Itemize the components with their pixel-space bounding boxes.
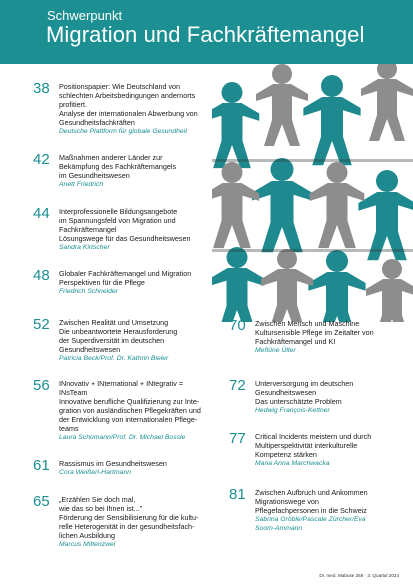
article-author: Sabrina Gröble/Pascale Zürcher/Eva Soom-Ammann bbox=[255, 516, 366, 532]
article-author: Deutsche Plattform für globale Gesundheit bbox=[59, 128, 188, 135]
article-author: Cora Weißerl-Hartmann bbox=[59, 469, 132, 476]
paper-figures-artwork bbox=[212, 64, 413, 322]
article-author: Hedwig François-Kettner bbox=[255, 407, 330, 414]
article-author: Friedrich Schneider bbox=[59, 288, 118, 295]
page-number: 42 bbox=[33, 151, 50, 168]
article-title: Globaler Fachkräftemangel und Migration Perspektiven für die Pflege bbox=[59, 269, 192, 287]
article-title: Critical Incidents meistern und durch Multiperspektivität interkulturelle Kompetenz stärken bbox=[255, 432, 372, 459]
article-title: INnovativ + INternational + INtegrativ = INsTeam Innovative berufliche Qualifizierung zur Inte- gration von ausländischen Pflegekräften und der Entwicklung von internationalen Pflege- teams bbox=[59, 379, 201, 433]
article-author: Sandra Kirtscher bbox=[59, 244, 110, 251]
article-author: Marcus Mittenzwei bbox=[59, 541, 116, 548]
page-number: 72 bbox=[229, 377, 246, 394]
section-title: Migration und Fachkräftemangel bbox=[46, 22, 365, 47]
page-number: 56 bbox=[33, 377, 50, 394]
page-number: 44 bbox=[33, 205, 50, 222]
article-author: Maria Anna Marchwacka bbox=[255, 460, 330, 467]
section-header bbox=[0, 0, 413, 64]
article-title: Rassismus im Gesundheitswesen bbox=[59, 459, 167, 468]
section-kicker: Schwerpunkt bbox=[47, 8, 123, 23]
page-number: 81 bbox=[229, 486, 246, 503]
article-title: „Erzählen Sie doch mal, wie das so bei Ihnen ist..." Förderung der Sensibilisierung für die kultu- relle Heterogenität in der gesundheitsfach- lichen Ausbildung bbox=[59, 495, 199, 540]
article-author: Anett Friedrich bbox=[59, 181, 104, 188]
article-title: Zwischen Mensch und Maschine Kultursensible Pflege im Zeitalter von Fachkräftemangel und KI bbox=[255, 319, 374, 346]
article-title: Zwischen Aufbruch und Ankommen Migrationswege von Pflegefachpersonen in die Schweiz bbox=[255, 488, 368, 515]
article-title: Positionspapier: Wie Deutschland von schlechten Arbeitsbedingungen andernorts profitiert. Analyse der internationalen Abwerbung von Gesundheitsfachkräften bbox=[59, 82, 198, 127]
page-number: 52 bbox=[33, 316, 50, 333]
page-number: 61 bbox=[33, 457, 50, 474]
page-number: 70 bbox=[229, 317, 246, 334]
page-number: 77 bbox=[229, 430, 246, 447]
page-number: 48 bbox=[33, 267, 50, 284]
article-title: Maßnahmen anderer Länder zur Bekämpfung des Fachkräftemangels im Gesundheitswesen bbox=[59, 153, 177, 180]
article-title: Interprofessionelle Bildungsangebote im Spannungsfeld von Migration und Fachkräftemangel Lösungswege für das Gesundheitswesen bbox=[59, 207, 191, 243]
article-author: Laura Schümann/Prof. Dr. Michael Bossle bbox=[59, 434, 186, 441]
article-title: Unterversorgung im deutschen Gesundheitswesen Das unterschätzte Problem bbox=[255, 379, 354, 406]
page-number: 65 bbox=[33, 493, 50, 510]
page-number: 38 bbox=[33, 80, 50, 97]
page-footer: Dr. med. Mabuse 269 · 3. Quartal 2024 bbox=[319, 573, 399, 578]
article-author: Meftüne Ülter bbox=[255, 347, 296, 354]
article-title: Zwischen Realität und Umsetzung Die unbeantwortete Herausforderung der Superdiversität im deutschen Gesundheitswesen bbox=[59, 318, 178, 354]
article-author: Patricia Beck/Prof. Dr. Kathrin Bieler bbox=[59, 355, 169, 362]
paper-figures-illustration bbox=[212, 64, 413, 322]
